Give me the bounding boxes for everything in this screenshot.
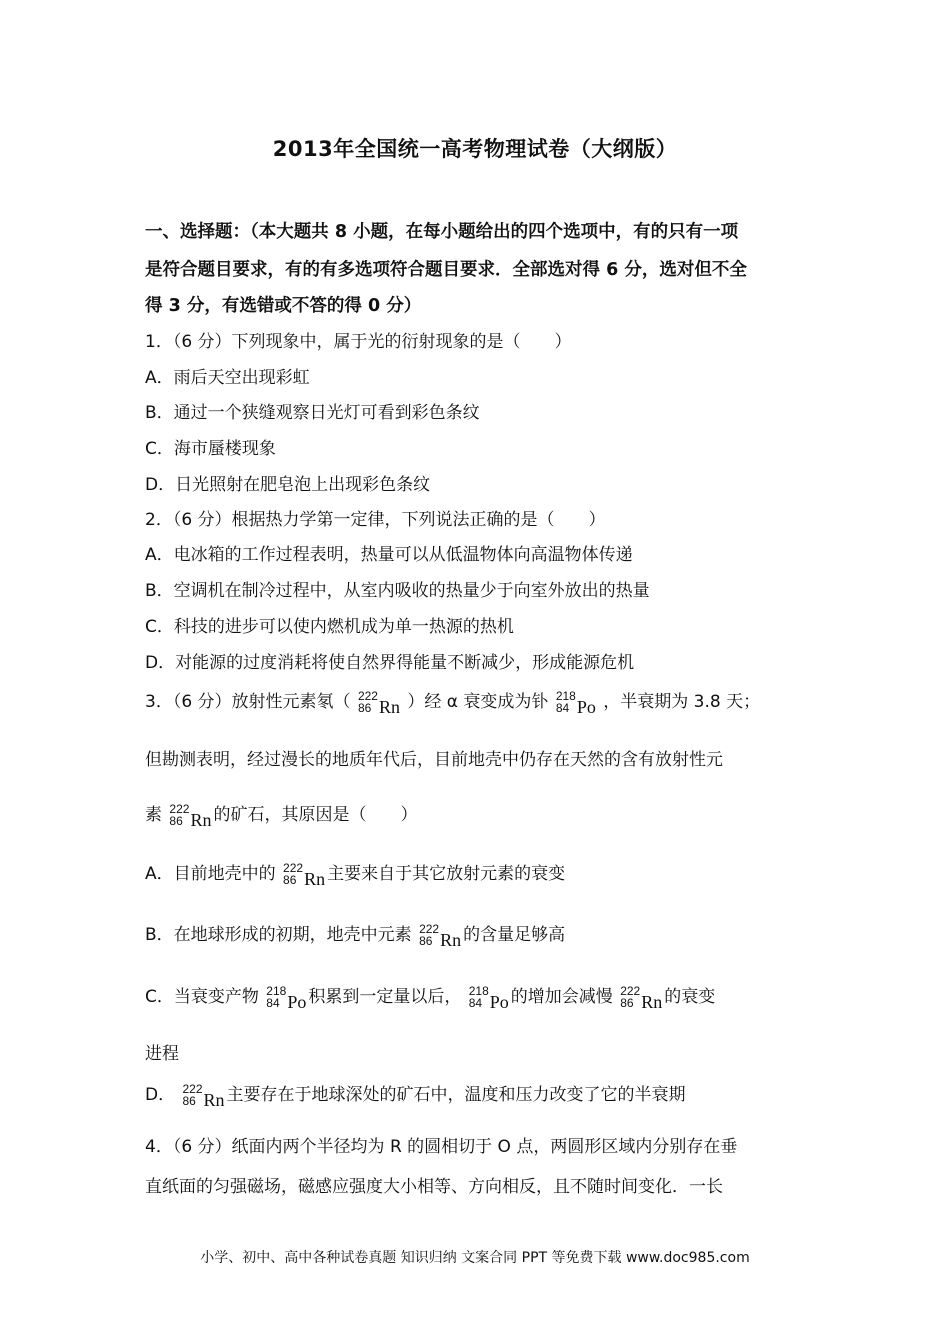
- q3-text: 3．（6 分）放射性元素氡（: [145, 692, 351, 712]
- radon-nuclide-symbol: [419, 922, 462, 950]
- question-2-option-c: C．科技的进步可以使内燃机成为单一热源的热机: [145, 617, 514, 637]
- question-2-stem: 2．（6 分）根据热力学第一定律，下列说法正确的是（ ）: [145, 510, 606, 530]
- rn-symbol: Rn: [641, 992, 663, 1012]
- section-heading-line-3: 得 3 分，有选错或不答的得 0 分）: [145, 296, 422, 316]
- rn-mass-number: 222: [419, 922, 440, 936]
- q3-text: 素: [145, 805, 162, 825]
- rn-mass-number: 222: [620, 984, 641, 998]
- rn-atomic-number: 86: [182, 1094, 196, 1108]
- question-2-option-a: A．电冰箱的工作过程表明，热量可以从低温物体向高温物体传递: [145, 545, 633, 565]
- po-atomic-number: 84: [266, 996, 280, 1010]
- rn-atomic-number: 86: [169, 814, 183, 828]
- polonium-nuclide-symbol: [555, 689, 596, 717]
- rn-mass-number: 222: [182, 1082, 203, 1096]
- question-2-option-b: B．空调机在制冷过程中，从室内吸收的热量少于向室外放出的热量: [145, 581, 650, 601]
- question-3-option-a: [145, 861, 566, 889]
- question-3-stem-line-2: 但勘测表明，经过漫长的地质年代后，目前地壳中仍存在天然的含有放射性元: [145, 750, 723, 770]
- question-3-option-c: [145, 984, 716, 1012]
- radon-nuclide-symbol: [182, 1082, 225, 1110]
- q3-b-text: B．在地球形成的初期，地壳中元素: [145, 925, 412, 945]
- q3-d-text: D．: [145, 1085, 176, 1105]
- rn-mass-number: 222: [169, 802, 190, 816]
- rn-mass-number: 222: [357, 689, 378, 703]
- rn-symbol: Rn: [203, 1090, 225, 1110]
- question-1-option-b: B．通过一个狭缝观察日光灯可看到彩色条纹: [145, 403, 480, 423]
- q3-c-text: C．当衰变产物: [145, 987, 259, 1007]
- rn-atomic-number: 86: [620, 996, 634, 1010]
- section-heading-line-2: 是符合题目要求，有的有多选项符合题目要求．全部选对得 6 分，选对但不全: [145, 260, 747, 280]
- rn-atomic-number: 86: [283, 873, 297, 887]
- po-mass-number: 218: [266, 984, 287, 998]
- po-mass-number: 218: [468, 984, 489, 998]
- q3-text: 的矿石，其原因是（ ）: [213, 805, 418, 825]
- rn-symbol: Rn: [440, 930, 462, 950]
- question-1-option-a: A．雨后天空出现彩虹: [145, 368, 310, 388]
- question-1-option-c: C．海市蜃楼现象: [145, 439, 276, 459]
- question-4-stem-line-1: 4．（6 分）纸面内两个半径均为 R 的圆相切于 O 点，两圆形区域内分别存在垂: [145, 1137, 738, 1157]
- page-title: 2013年全国统一高考物理试卷（大纲版）: [272, 137, 678, 161]
- question-3-stem-line-3: [145, 802, 418, 830]
- rn-mass-number: 222: [283, 861, 304, 875]
- rn-symbol: Rn: [304, 869, 326, 889]
- q3-b-text: 的含量足够高: [463, 925, 566, 945]
- radon-nuclide-symbol: [283, 861, 326, 889]
- q3-c-text: 的衰变: [664, 987, 716, 1007]
- rn-symbol: Rn: [190, 810, 212, 830]
- question-3-stem-line-1: [145, 689, 761, 717]
- q3-c-text: 积累到一定量以后，: [308, 987, 462, 1007]
- q3-text: ，半衰期为 3.8 天；: [603, 692, 761, 712]
- radon-nuclide-symbol: [357, 689, 400, 717]
- question-1-option-d: D．日光照射在肥皂泡上出现彩色条纹: [145, 475, 431, 495]
- po-atomic-number: 84: [468, 996, 483, 1010]
- polonium-nuclide-symbol: [468, 984, 509, 1012]
- q3-text: ）经 α 衰变成为钋: [407, 692, 549, 712]
- rn-atomic-number: 86: [419, 934, 433, 948]
- po-symbol: Po: [576, 697, 596, 717]
- question-1-stem: 1．（6 分）下列现象中，属于光的衍射现象的是（ ）: [145, 332, 572, 352]
- rn-symbol: Rn: [378, 697, 400, 717]
- po-symbol: Po: [287, 992, 307, 1012]
- q3-c-text: 的增加会减慢: [510, 987, 613, 1007]
- question-3-option-b: [145, 922, 566, 950]
- question-3-option-c-continued: 进程: [145, 1044, 179, 1064]
- section-heading-line-1: 一、选择题：（本大题共 8 小题，在每小题给出的四个选项中，有的只有一项: [145, 222, 739, 242]
- question-2-option-d: D．对能源的过度消耗将使自然界得能量不断减少，形成能源危机: [145, 653, 635, 673]
- radon-nuclide-symbol: [169, 802, 212, 830]
- q3-a-text: A．目前地壳中的: [145, 864, 276, 884]
- q3-d-text: 主要存在于地球深处的矿石中，温度和压力改变了它的半衰期: [226, 1085, 686, 1105]
- po-symbol: Po: [489, 992, 509, 1012]
- q3-a-text: 主要来自于其它放射元素的衰变: [327, 864, 566, 884]
- polonium-nuclide-symbol: [266, 984, 307, 1012]
- po-atomic-number: 84: [555, 701, 570, 715]
- page-footer: 小学、初中、高中各种试卷真题 知识归纳 文案合同 PPT 等免费下载 www.doc985.com: [200, 1250, 750, 1266]
- po-mass-number: 218: [555, 689, 576, 703]
- rn-atomic-number: 86: [357, 701, 372, 715]
- radon-nuclide-symbol: [620, 984, 663, 1012]
- question-4-stem-line-2: 直纸面的匀强磁场，磁感应强度大小相等、方向相反，且不随时间变化．一长: [145, 1177, 723, 1197]
- question-3-option-d: [145, 1082, 686, 1110]
